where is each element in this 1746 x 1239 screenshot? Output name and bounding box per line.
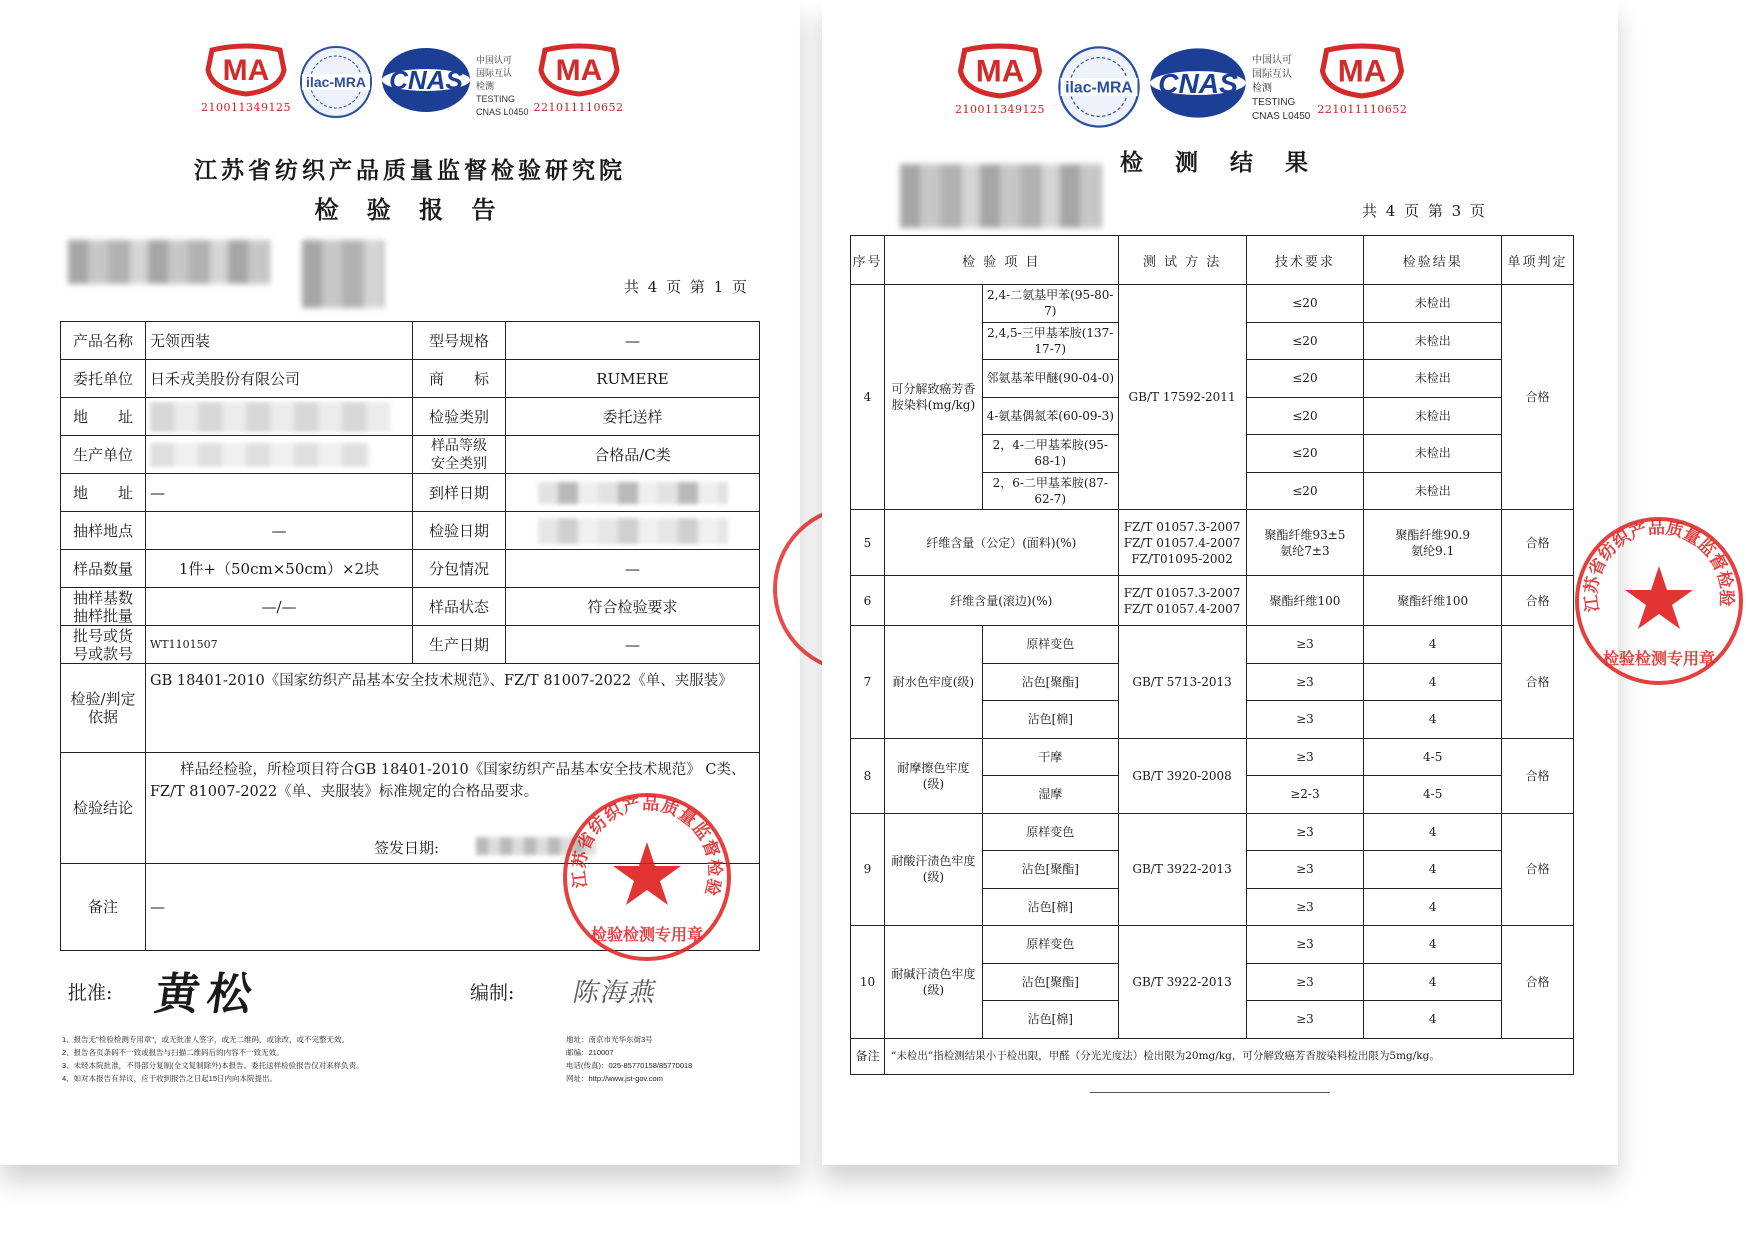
result: 4	[1364, 851, 1502, 889]
result: 4	[1364, 888, 1502, 926]
ma-logo-right	[531, 44, 627, 114]
field-label: 型号规格	[413, 322, 506, 360]
field-value: 日禾戎美股份有限公司	[146, 360, 413, 398]
svg-text:检验检测专用章: 检验检测专用章	[1602, 649, 1716, 668]
svg-text:江苏省纺织产品质量监督检验研究院: 江苏省纺织产品质量监督检验	[569, 793, 725, 899]
ma-logo-left	[198, 44, 294, 114]
item-number: 9	[851, 813, 885, 926]
test-method: GB/T 3920-2008	[1118, 738, 1246, 813]
field-value: —	[506, 322, 760, 360]
field-label: 分包情况	[413, 550, 506, 588]
sub-item-name: 4-氨基偶氮苯(60-09-3)	[982, 397, 1118, 435]
result-row	[851, 813, 1574, 851]
ma-reg-number: 210011349125	[201, 101, 291, 114]
compile-label: 编制:	[470, 982, 515, 1004]
test-method: GB/T 5713-2013	[1118, 626, 1246, 739]
result: 4	[1364, 963, 1502, 1001]
result: 聚酯纤维100	[1364, 576, 1502, 626]
sub-item-name: 2，6-二甲基苯胺(87-62-7)	[982, 472, 1118, 510]
svg-text:CNAS: CNAS	[1158, 67, 1238, 99]
item-name: 耐碱汗渍色牢度(级)	[884, 926, 982, 1039]
requirement: ≥3	[1246, 1001, 1364, 1039]
institute-name: 江苏省纺织产品质量监督检验研究院	[194, 157, 626, 184]
item-name: 耐摩擦色牢度(级)	[884, 738, 982, 813]
report-title: 检 验 报 告	[314, 195, 506, 224]
sub-item-name: 沾色[棉]	[982, 1001, 1118, 1039]
field-value: 符合检验要求	[506, 588, 760, 626]
item-number: 4	[851, 285, 885, 510]
result-row	[851, 626, 1574, 664]
requirement: ≤20	[1246, 285, 1364, 323]
sub-item-name: 原样变色	[982, 926, 1118, 964]
col-header: 单项判定	[1502, 236, 1574, 285]
ma-reg-number: 221011110652	[533, 101, 624, 114]
col-header: 测 试 方 法	[1118, 236, 1246, 285]
approve-label: 批准:	[68, 982, 113, 1004]
field-value: —	[506, 550, 760, 588]
result: 4	[1364, 663, 1502, 701]
result-row	[851, 576, 1574, 626]
result: 聚酯纤维90.9 氨纶9.1	[1364, 510, 1502, 576]
field-label: 到样日期	[413, 474, 506, 512]
verdict: 合格	[1502, 285, 1574, 510]
sub-item-name: 沾色[聚酯]	[982, 963, 1118, 1001]
result: 未检出	[1364, 322, 1502, 360]
field-label: 检验日期	[413, 512, 506, 550]
cnas-caption: 中国认可 国际互认 检测 TESTING CNAS L0450	[1252, 55, 1311, 122]
results-table	[850, 235, 1574, 1075]
item-number: 8	[851, 738, 885, 813]
test-method: GB/T 17592-2011	[1118, 285, 1246, 510]
sub-item-name: 2,4,5-三甲基苯胺(137-17-7)	[982, 322, 1118, 360]
requirement: ≤20	[1246, 360, 1364, 398]
page-number: 共 4 页 第 3 页	[1362, 202, 1487, 220]
field-value: WT1101507	[146, 626, 413, 664]
item-name: 耐水色牢度(级)	[884, 626, 982, 739]
requirement: ≥3	[1246, 851, 1364, 889]
item-name: 纤维含量(滚边)(%)	[884, 576, 1118, 626]
verdict: 合格	[1502, 738, 1574, 813]
svg-text:CNAS: CNAS	[389, 65, 463, 95]
requirement: 聚酯纤维100	[1246, 576, 1364, 626]
requirement: ≥3	[1246, 813, 1364, 851]
redacted-report-number	[68, 240, 270, 284]
svg-text:MA: MA	[222, 54, 270, 87]
compiler-signature: 陈海燕	[570, 978, 661, 1008]
item-name: 可分解致癌芳香胺染料(mg/kg)	[884, 285, 982, 510]
field-value: 1件+（50cm×50cm）×2块	[146, 550, 413, 588]
field-label: 批号或货 号或款号	[61, 626, 146, 664]
results-title: 检 测 结 果	[1119, 149, 1321, 176]
result: 未检出	[1364, 360, 1502, 398]
field-label: 样品等级 安全类别	[413, 436, 506, 474]
requirement: ≥2-3	[1246, 776, 1364, 814]
ilac-mra-logo	[298, 44, 374, 124]
svg-text:MA: MA	[975, 53, 1025, 89]
ma-reg-number: 210011349125	[955, 103, 1045, 116]
verdict: 合格	[1502, 813, 1574, 926]
svg-text:检验检测专用章: 检验检测专用章	[590, 925, 704, 944]
field-label: 抽样基数 抽样批量	[61, 588, 146, 626]
institute-contact: 地址：南京市光华东街3号 邮编：210007 电话(传真)：025-85770158/85770018 网址：http://www.jst-gov.com	[566, 1035, 693, 1083]
field-value: RUMERE	[506, 360, 760, 398]
page-number: 共 4 页 第 1 页	[624, 278, 749, 296]
field-value: —	[146, 864, 760, 951]
ma-logo-left	[952, 44, 1048, 116]
result: 未检出	[1364, 435, 1502, 473]
accreditation-logos	[198, 44, 627, 124]
sub-item-name: 湿摩	[982, 776, 1118, 814]
field-value: —	[506, 626, 760, 664]
sub-item-name: 沾色[棉]	[982, 701, 1118, 739]
field-value-redacted	[146, 398, 413, 436]
remark-label: 备注	[851, 1038, 885, 1074]
col-header: 技术要求	[1246, 236, 1364, 285]
field-label: 备注	[61, 864, 146, 951]
requirement: ≥3	[1246, 888, 1364, 926]
requirement: 聚酯纤维93±5 氨纶7±3	[1246, 510, 1364, 576]
cnas-logo	[380, 44, 472, 120]
cnas-logo	[1148, 44, 1248, 126]
result-row	[851, 738, 1574, 776]
test-method: GB/T 3922-2013	[1118, 926, 1246, 1039]
verdict: 合格	[1502, 576, 1574, 626]
result: 未检出	[1364, 397, 1502, 435]
requirement: ≤20	[1246, 397, 1364, 435]
svg-text:MA: MA	[1338, 53, 1387, 89]
requirement: ≥3	[1246, 963, 1364, 1001]
result: 未检出	[1364, 285, 1502, 323]
result: 4	[1364, 1001, 1502, 1039]
item-number: 6	[851, 576, 885, 626]
approver-signature: 黄松	[151, 969, 263, 1020]
sub-item-name: 沾色[聚酯]	[982, 851, 1118, 889]
field-label: 委托单位	[61, 360, 146, 398]
field-label: 商 标	[413, 360, 506, 398]
item-number: 7	[851, 626, 885, 739]
item-name: 耐酸汗渍色牢度(级)	[884, 813, 982, 926]
verdict: 合格	[1502, 626, 1574, 739]
item-number: 10	[851, 926, 885, 1039]
requirement: ≥3	[1246, 738, 1364, 776]
result: 未检出	[1364, 472, 1502, 510]
field-value: GB 18401-2010《国家纺织产品基本安全技术规范》、FZ/T 81007-2022《单、夹服装》	[146, 664, 760, 753]
report-notes: 1、报告无"检验检测专用章"，或无批准人签字，或无二维码，或涂改，或不完整无效。 2、报告各页条码不一致或报告与扫描二维码后的内容不一致无效。 3、未经本院批准，不得部分复制(全文复制除外)本报告。委托送样检验报告仅对来样负责。 4、如对本报告有异议，应于收到报告之日起15日内向本院提出。	[62, 1035, 364, 1083]
sub-item-name: 2，4-二甲基苯胺(95-68-1)	[982, 435, 1118, 473]
result-row	[851, 926, 1574, 964]
remark-text: “未检出”指检测结果小于检出限，甲醛（分光光度法）检出限为20mg/kg，可分解致癌芳香胺染料检出限为5mg/kg。	[884, 1038, 1573, 1074]
sub-item-name: 沾色[聚酯]	[982, 663, 1118, 701]
field-label: 地 址	[61, 398, 146, 436]
field-value: —	[146, 512, 413, 550]
item-number: 5	[851, 510, 885, 576]
ma-reg-number: 221011110652	[1317, 103, 1408, 116]
test-method: GB/T 3922-2013	[1118, 813, 1246, 926]
seal-edge-page2	[770, 494, 800, 684]
ilac-mra-logo	[1056, 44, 1142, 134]
result: 4-5	[1364, 738, 1502, 776]
field-value: —	[146, 474, 413, 512]
end-line	[1090, 1092, 1330, 1093]
redacted-barcode	[302, 240, 384, 308]
field-label: 地 址	[61, 474, 146, 512]
field-value-redacted	[146, 436, 413, 474]
field-value: 合格品/C类	[506, 436, 760, 474]
result: 4	[1364, 701, 1502, 739]
field-value-redacted	[506, 474, 760, 512]
result: 4	[1364, 813, 1502, 851]
field-label: 样品数量	[61, 550, 146, 588]
result: 4-5	[1364, 776, 1502, 814]
test-method: FZ/T 01057.3-2007 FZ/T 01057.4-2007 FZ/T01095-2002	[1118, 510, 1246, 576]
requirement: ≤20	[1246, 472, 1364, 510]
sub-item-name: 原样变色	[982, 626, 1118, 664]
official-seal	[560, 790, 734, 968]
field-label: 产品名称	[61, 322, 146, 360]
result-row	[851, 285, 1574, 323]
svg-text:ilac-MRA: ilac-MRA	[1065, 79, 1133, 97]
item-name: 纤维含量（公定）(面料)(%)	[884, 510, 1118, 576]
field-value: 委托送样	[506, 398, 760, 436]
field-label: 样品状态	[413, 588, 506, 626]
field-label: 检验类别	[413, 398, 506, 436]
col-header: 检验结果	[1364, 236, 1502, 285]
field-value-redacted	[506, 512, 760, 550]
result: 4	[1364, 626, 1502, 664]
test-method: FZ/T 01057.3-2007 FZ/T 01057.4-2007	[1118, 576, 1246, 626]
result-row	[851, 510, 1574, 576]
field-label: 抽样地点	[61, 512, 146, 550]
sub-item-name: 干摩	[982, 738, 1118, 776]
field-value: —/—	[146, 588, 413, 626]
sign-date-label: 签发日期:	[374, 839, 440, 857]
ma-logo-right	[1314, 44, 1410, 116]
field-label: 检验/判定 依据	[61, 664, 146, 753]
svg-text:MA: MA	[555, 54, 602, 87]
sub-item-name: 2,4-二氨基甲苯(95-80-7)	[982, 285, 1118, 323]
sub-item-name: 沾色[棉]	[982, 888, 1118, 926]
requirement: ≤20	[1246, 435, 1364, 473]
verdict: 合格	[1502, 926, 1574, 1039]
conclusion-text: 样品经检验，所检项目符合GB 18401-2010《国家纺织产品基本安全技术规范》 C类、FZ/T 81007-2022《单、夹服装》标准规定的合格品要求。	[150, 762, 746, 800]
requirement: ≥3	[1246, 701, 1364, 739]
field-value: 无领西装	[146, 322, 413, 360]
requirement: ≥3	[1246, 626, 1364, 664]
field-label: 检验结论	[61, 753, 146, 864]
field-label: 生产单位	[61, 436, 146, 474]
col-header: 检 验 项 目	[884, 236, 1118, 285]
remark-row	[851, 1038, 1574, 1074]
requirement: ≤20	[1246, 322, 1364, 360]
svg-text:ilac-MRA: ilac-MRA	[306, 74, 366, 90]
sub-item-name: 原样变色	[982, 813, 1118, 851]
cnas-caption: 中国认可 国际互认 检测 TESTING CNAS L0450	[476, 55, 529, 117]
requirement: ≥3	[1246, 926, 1364, 964]
result: 4	[1364, 926, 1502, 964]
accreditation-logos	[952, 44, 1410, 134]
col-header: 序号	[851, 236, 885, 285]
requirement: ≥3	[1246, 663, 1364, 701]
report-page-1	[0, 0, 800, 1165]
verdict: 合格	[1502, 510, 1574, 576]
svg-text:江苏省纺织产品质量监督检验研究院: 江苏省纺织产品质量监督检验	[1581, 518, 1737, 613]
field-label: 生产日期	[413, 626, 506, 664]
seal-partial	[1572, 514, 1737, 690]
sub-item-name: 邻氨基苯甲醚(90-04-0)	[982, 360, 1118, 398]
